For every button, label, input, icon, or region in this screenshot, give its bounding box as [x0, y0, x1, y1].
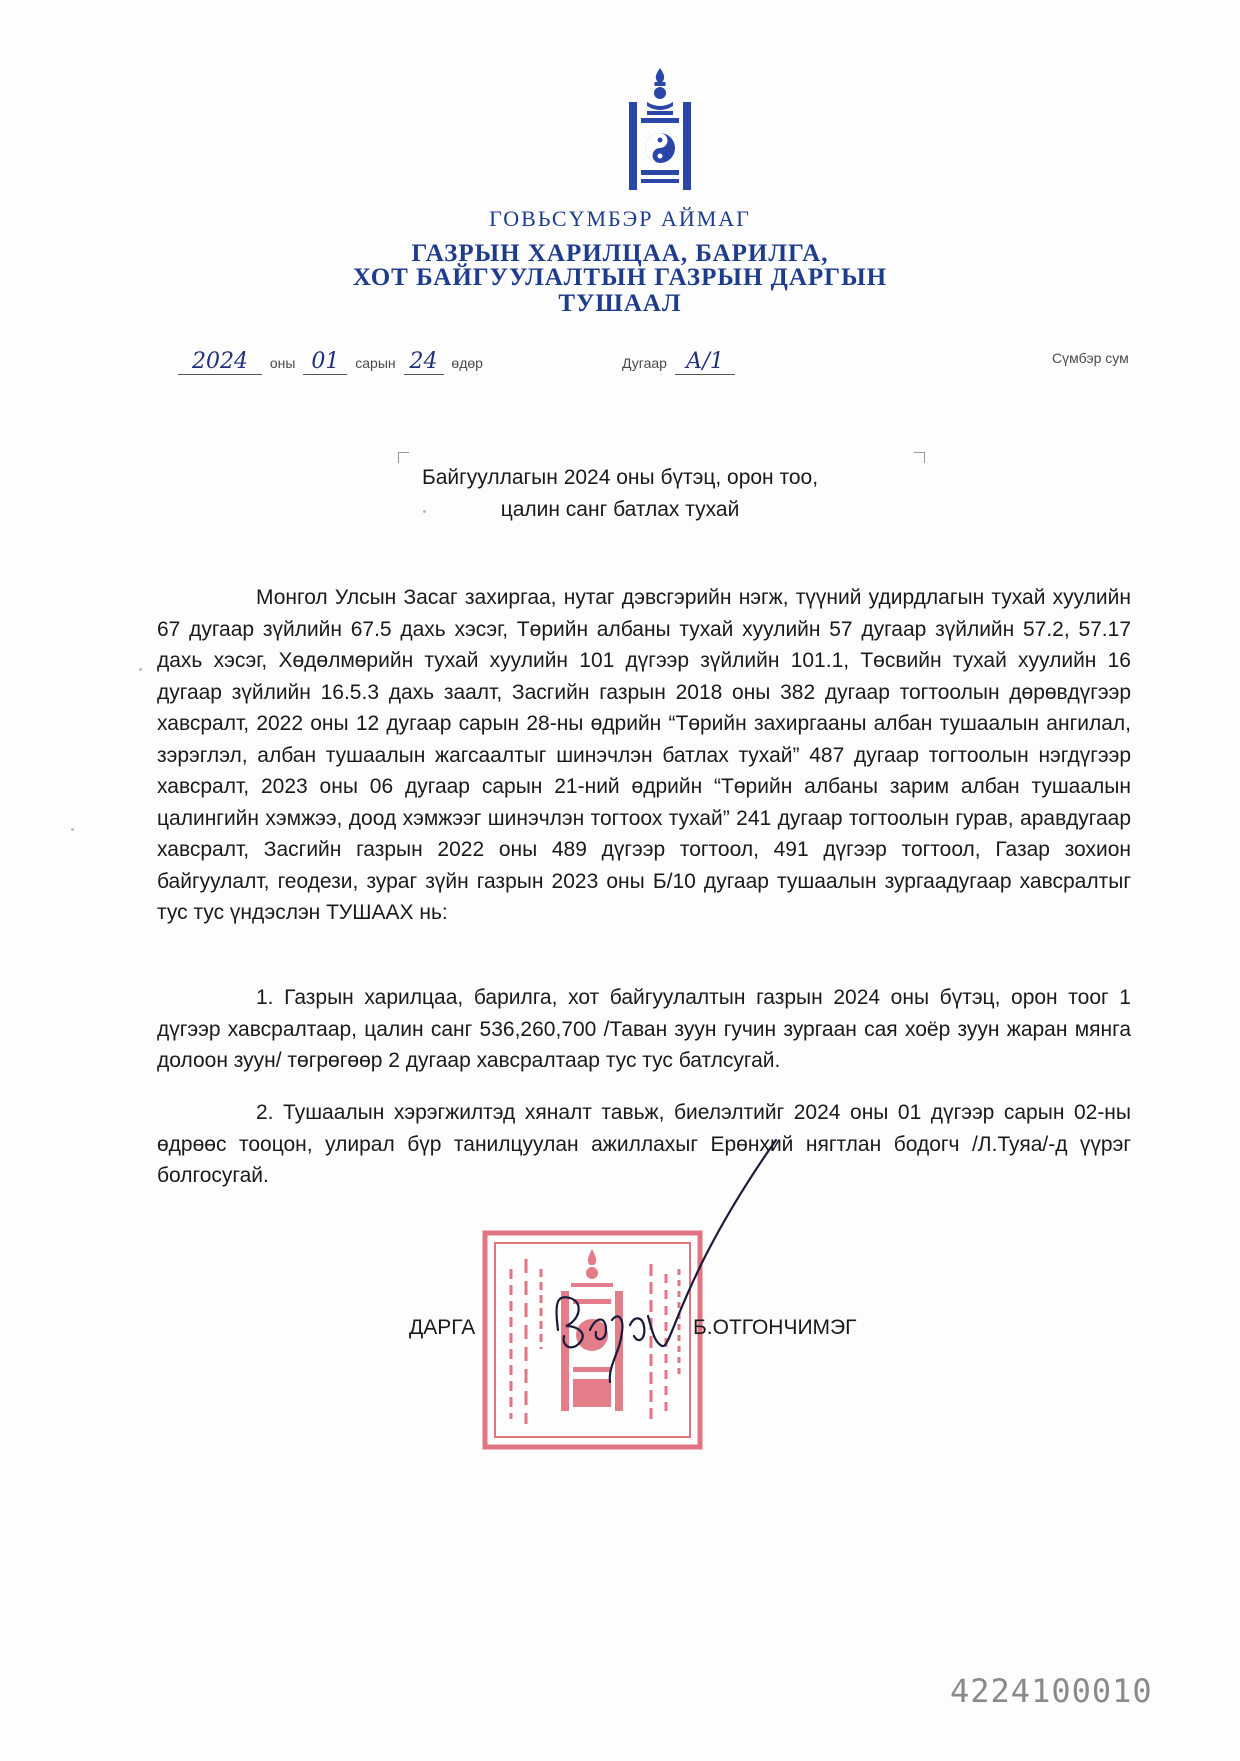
signatory-title: ДАРГА: [409, 1316, 476, 1339]
paragraph-text: 2. Тушаалын хэрэгжилтэд хяналт тавьж, биелэлтийг 2024 оны 01 дүгээр сарын 02-ны өдрөөс тооцон, улирал бүр танилцуулан ажиллахыг Ерөнхий нягтлан бодогч /Л.Туяа/-д үүрэг болгосугай.: [157, 1101, 1131, 1187]
soyombo-emblem-icon: [625, 66, 695, 192]
scan-speck: [71, 828, 74, 831]
signatory-name: Б.ОТГОНЧИМЭГ: [693, 1316, 857, 1339]
subject-line2: цалин санг батлах тухай: [500, 498, 740, 521]
serial-number: 4224100010: [950, 1672, 1153, 1710]
day-label: өдөр: [451, 355, 483, 371]
month-label: сарын: [355, 355, 396, 371]
date-field: [178, 350, 487, 375]
place-name: Сүмбэр сум: [1052, 350, 1129, 366]
document-type: ТУШААЛ: [558, 290, 682, 317]
subject-line1: Байгууллагын 2024 оны бүтэц, орон тоо,: [421, 466, 819, 489]
date-month: 01: [303, 350, 347, 375]
paragraph-text: Монгол Улсын Засаг захиргаа, нутаг дэвсгэрийн нэгж, түүний удирдлагын тухай хуулийн 67 дугаар зүйлийн 67.5 дахь хэсэг, Төрийн албаны тухай хуулийн 57 дугаар зүйлийн 57.2, 57.17 дахь хэсэг, Хөдөлмөрийн тухай хуулийн 101 дүгээр зүйлийн 101.1, Төсвийн тухай хуулийн 16 дугаар зүйлийн 16.5.3 дахь заалт, Засгийн газрын 2018 оны 382 дугаар тогтоолын дөрөвдүгээр хавсралт, 2022 оны 12 дугаар сарын 28-ны өдрийн “Төрийн захиргааны албан тушаалын ангилал, зэрэглэл, албан тушаалын жагсаалтыг шинэчлэн батлах тухай” 487 дугаар тогтоолын нэгдүгээр хавсралт, 2023 оны 06 дугаар сарын 21-ний өдрийн “Төрийн албаны зарим албан тушаалын цалингийн хэмжээ, доод хэмжээг шинэчлэн тогтоох тухай” 241 дугаар тогтоолын гурав, аравдугаар хавсралт, Засгийн газрын 2022 оны 489 дүгээр тогтоол, 491 дүгээр тогтоол, Газар зохион байгуулалт, геодези, зураг зүйн газрын 2023 оны Б/10 дугаар тушаалын зургаадугаар хавсралтыг тус тус үндэслэн ТУШААХ нь:: [157, 586, 1131, 924]
number-label: Дугаар: [622, 355, 667, 371]
order-item-1: [157, 982, 1131, 1077]
aimag-name: ГОВЬСҮМБЭР АЙМАГ: [489, 206, 751, 231]
handwritten-signature-icon: [550, 1120, 780, 1390]
organization-name-line2: ХОТ БАЙГУУЛАЛТЫН ГАЗРЫН ДАРГЫН: [352, 264, 888, 291]
document-subject: [0, 462, 1240, 526]
document-number-field: [618, 350, 735, 375]
document-number: А/1: [675, 350, 735, 375]
scan-speck: [139, 668, 142, 671]
scan-speck: [423, 510, 426, 513]
preamble-paragraph: [157, 582, 1131, 929]
date-year: 2024: [178, 350, 262, 375]
date-day: 24: [404, 350, 444, 375]
organization-name-line1: ГАЗРЫН ХАРИЛЦАА, БАРИЛГА,: [411, 240, 829, 267]
year-label: оны: [269, 355, 296, 371]
paragraph-text: 1. Газрын харилцаа, барилга, хот байгуулалтын газрын 2024 оны бүтэц, орон тоог 1 дүгээр хавсралтаар, цалин санг 536,260,700 /Таван зуун гучин зургаан сая хоёр зуун жаран мянга долоон зуун/ төгрөгөөр 2 дугаар хавсралтаар тус тус батлсугай.: [157, 986, 1131, 1072]
